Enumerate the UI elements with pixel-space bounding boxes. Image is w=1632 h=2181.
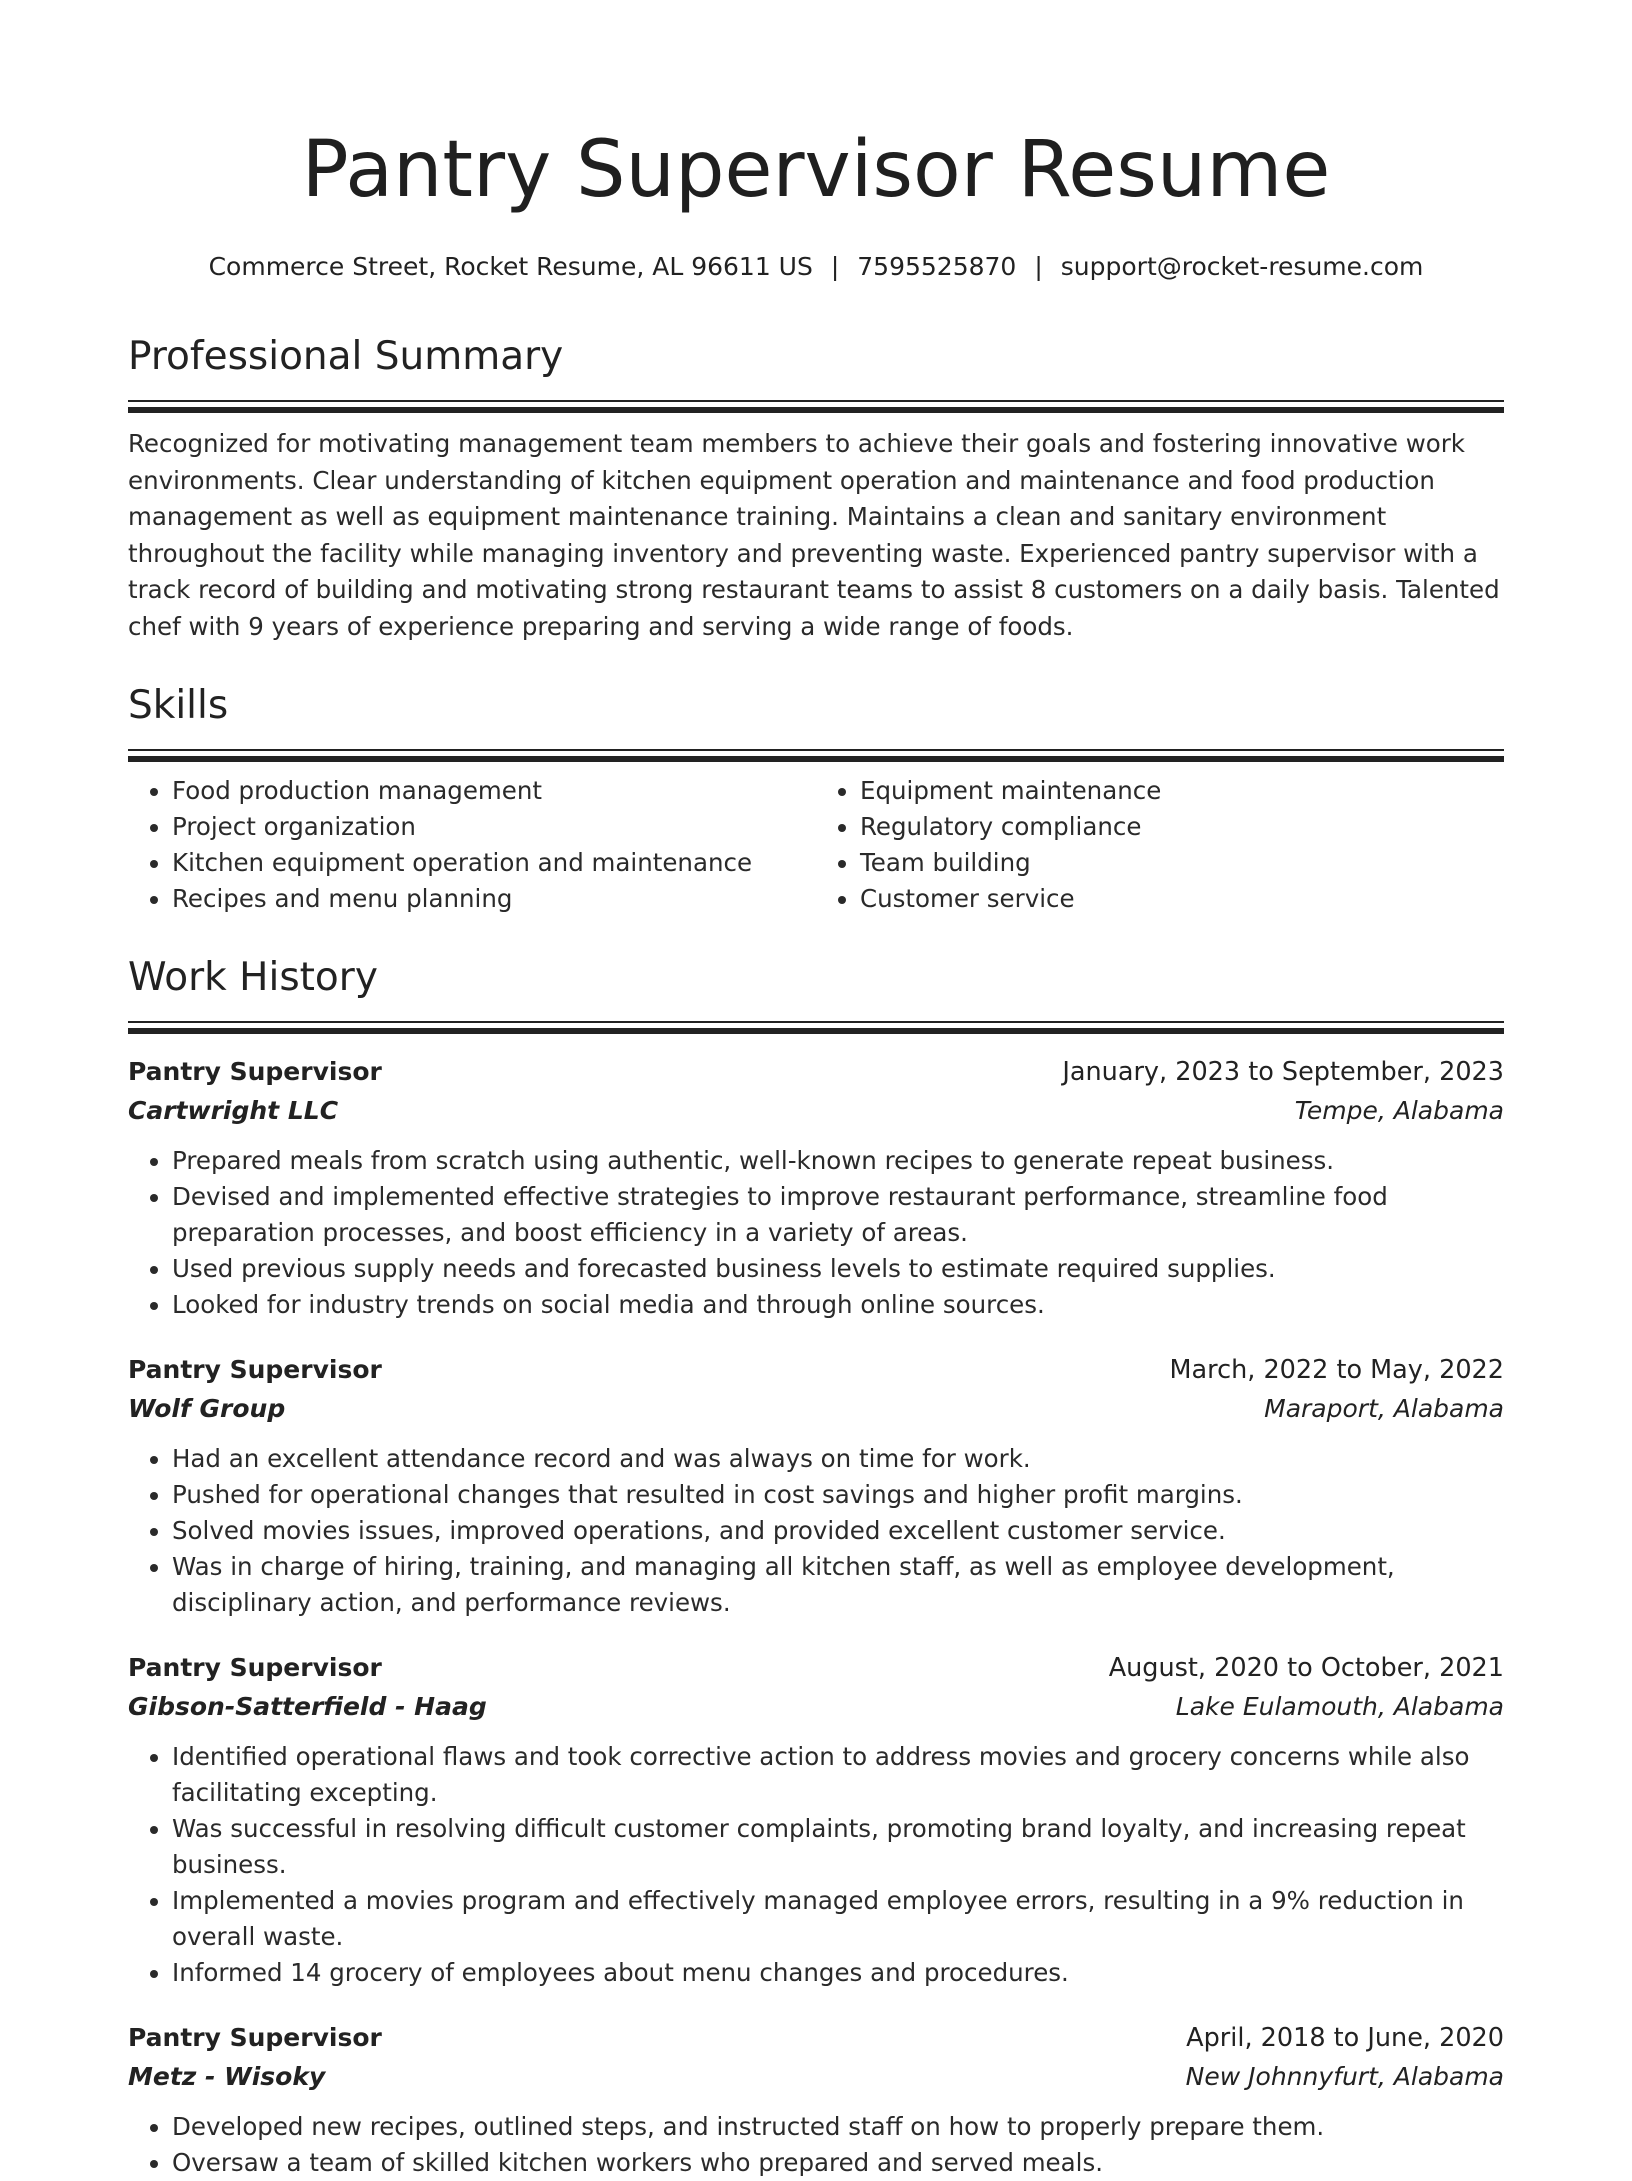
contact-phone: 7595525870	[857, 252, 1017, 281]
job-company-row	[128, 1091, 1504, 1131]
job-bullet: • Pushed for operational changes that resulted in cost savings and higher profit margins.	[172, 1477, 1504, 1513]
job-entry	[128, 1053, 1504, 1323]
job-entry	[128, 2019, 1504, 2181]
job-bullets	[128, 1441, 1504, 1621]
skill-item: • Customer service	[860, 881, 1504, 917]
contact-email: support@rocket-resume.com	[1060, 252, 1424, 281]
job-bullets	[128, 1739, 1504, 1991]
work-history-heading: Work History	[128, 955, 378, 1000]
skills-list-right	[816, 773, 1504, 917]
skill-item: • Project organization	[172, 809, 816, 845]
section-divider	[128, 400, 1504, 412]
job-company: Metz - Wisoky	[128, 2062, 326, 2091]
job-dates: March, 2022 to May, 2022	[1169, 1355, 1504, 1385]
skill-item: • Regulatory compliance	[860, 809, 1504, 845]
work-history-section	[128, 953, 1504, 2181]
job-company: Wolf Group	[128, 1394, 286, 1423]
skill-item: • Equipment maintenance	[860, 773, 1504, 809]
job-entry	[128, 1351, 1504, 1621]
job-location: Tempe, Alabama	[1294, 1096, 1504, 1125]
job-bullet: • Looked for industry trends on social media and through online sources.	[172, 1287, 1504, 1323]
job-title: Pantry Supervisor	[128, 1355, 382, 1384]
job-entry	[128, 1649, 1504, 1991]
job-title: Pantry Supervisor	[128, 1057, 382, 1086]
job-dates: January, 2023 to September, 2023	[1062, 1057, 1504, 1087]
section-divider	[128, 749, 1504, 761]
job-header-row	[128, 1649, 1504, 1687]
skill-item: • Team building	[860, 845, 1504, 881]
job-bullet: • Prepared meals from scratch using authentic, well-known recipes to generate repeat business.	[172, 1143, 1504, 1179]
contact-address: Commerce Street, Rocket Resume, AL 96611 US	[208, 252, 813, 281]
skills-columns	[128, 773, 1504, 917]
job-bullet: • Solved movies issues, improved operations, and provided excellent customer service.	[172, 1513, 1504, 1549]
job-company-row	[128, 1389, 1504, 1429]
job-dates: August, 2020 to October, 2021	[1108, 1653, 1504, 1683]
skills-section	[128, 681, 1504, 917]
job-location: Maraport, Alabama	[1264, 1394, 1504, 1423]
section-divider	[128, 1021, 1504, 1033]
job-title: Pantry Supervisor	[128, 2023, 382, 2052]
summary-section	[128, 332, 1504, 645]
job-title: Pantry Supervisor	[128, 1653, 382, 1682]
job-bullet: • Was in charge of hiring, training, and managing all kitchen staff, as well as employee development, disciplinary action, and performance reviews.	[172, 1549, 1504, 1621]
job-location: Lake Eulamouth, Alabama	[1175, 1692, 1504, 1721]
skills-list-left	[128, 773, 816, 917]
job-location: New Johnnyfurt, Alabama	[1185, 2062, 1504, 2091]
job-bullets	[128, 1143, 1504, 1323]
job-bullet: • Developed new recipes, outlined steps, and instructed staff on how to properly prepare them.	[172, 2109, 1504, 2145]
job-header-row	[128, 1351, 1504, 1389]
job-company: Gibson-Satterfield - Haag	[128, 1692, 487, 1721]
page-title: Pantry Supervisor Resume	[301, 125, 1331, 215]
job-header-row	[128, 1053, 1504, 1091]
summary-text: Recognized for motivating management team members to achieve their goals and fostering innovative work environments. Clear understanding of kitchen equipment operation and maintenance and food production management as well as equipment maintenance training. Maintains a clean and sanitary environment throughout the facility while managing inventory and preventing waste. Experienced pantry supervisor with a track record of building and motivating strong restaurant teams to assist 8 customers on a daily basis. Talented chef with 9 years of experience preparing and serving a wide range of foods.	[128, 429, 1500, 641]
job-bullet: • Had an excellent attendance record and was always on time for work.	[172, 1441, 1504, 1477]
job-bullet: • Oversaw a team of skilled kitchen workers who prepared and served meals.	[172, 2145, 1504, 2181]
job-bullet: • Implemented a movies program and effectively managed employee errors, resulting in a 9% reduction in overall waste.	[172, 1883, 1504, 1955]
skills-heading: Skills	[128, 683, 229, 728]
job-bullet: • Was successful in resolving difficult customer complaints, promoting brand loyalty, and increasing repeat business.	[172, 1811, 1504, 1883]
contact-line	[128, 250, 1504, 284]
job-bullet: • Informed 14 grocery of employees about menu changes and procedures.	[172, 1955, 1504, 1991]
job-bullet: • Used previous supply needs and forecasted business levels to estimate required supplies.	[172, 1251, 1504, 1287]
job-company: Cartwright LLC	[128, 1096, 339, 1125]
skill-item: • Recipes and menu planning	[172, 881, 816, 917]
job-bullets	[128, 2109, 1504, 2181]
contact-separator: |	[830, 252, 840, 281]
job-header-row	[128, 2019, 1504, 2057]
summary-heading: Professional Summary	[128, 334, 564, 379]
skill-item: • Kitchen equipment operation and maintenance	[172, 845, 816, 881]
job-dates: April, 2018 to June, 2020	[1186, 2023, 1504, 2053]
job-bullet: • Identified operational flaws and took corrective action to address movies and grocery concerns while also facilitating excepting.	[172, 1739, 1504, 1811]
job-company-row	[128, 1687, 1504, 1727]
job-company-row	[128, 2057, 1504, 2097]
contact-separator: |	[1034, 252, 1043, 281]
job-bullet: • Devised and implemented effective strategies to improve restaurant performance, streamline food preparation processes, and boost efficiency in a variety of areas.	[172, 1179, 1504, 1251]
skill-item: • Food production management	[172, 773, 816, 809]
